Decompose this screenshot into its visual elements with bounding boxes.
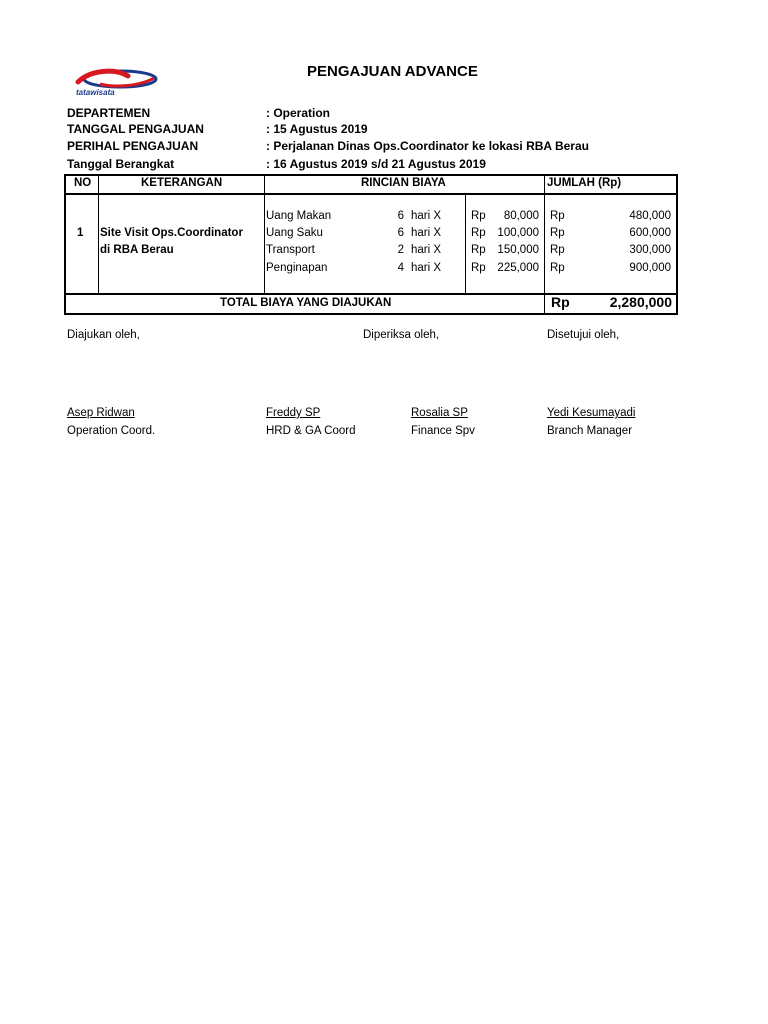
col-header-jumlah: JUMLAH (Rp) xyxy=(547,177,622,189)
signer-name: Freddy SP xyxy=(266,407,321,419)
item-amount: 300,000 xyxy=(629,244,671,256)
col-divider xyxy=(98,175,99,294)
item-amount-currency: Rp xyxy=(550,244,565,256)
row-description-line1: Site Visit Ops.Coordinator xyxy=(100,227,243,239)
perihal-label: PERIHAL PENGAJUAN xyxy=(67,139,199,153)
item-amount: 900,000 xyxy=(629,262,671,274)
logo-swoosh-icon xyxy=(70,68,162,98)
col-divider xyxy=(544,175,545,314)
item-amount-currency: Rp xyxy=(550,262,565,274)
signer-name: Yedi Kesumayadi xyxy=(547,407,636,419)
item-price: 100,000 xyxy=(497,227,539,239)
item-amount: 600,000 xyxy=(629,227,671,239)
col-divider xyxy=(465,195,466,294)
total-label: TOTAL BIAYA YANG DIAJUKAN xyxy=(220,297,392,309)
total-currency: Rp xyxy=(551,294,570,310)
page-title: PENGAJUAN ADVANCE xyxy=(307,63,478,80)
item-unit: hari X xyxy=(411,262,442,274)
item-currency: Rp xyxy=(471,262,486,274)
item-name: Uang Makan xyxy=(266,210,332,222)
item-unit: hari X xyxy=(411,210,442,222)
perihal-value: : Perjalanan Dinas Ops.Coordinator ke lokasi RBA Berau xyxy=(266,139,589,153)
item-currency: Rp xyxy=(471,210,486,222)
item-amount-currency: Rp xyxy=(550,227,565,239)
company-logo xyxy=(70,68,162,98)
col-header-rincian: RINCIAN BIAYA xyxy=(361,177,446,189)
item-currency: Rp xyxy=(471,244,486,256)
item-amount: 480,000 xyxy=(629,210,671,222)
item-qty: 6 xyxy=(397,227,404,239)
item-qty: 4 xyxy=(397,262,404,274)
signer-name: Asep Ridwan xyxy=(67,407,135,419)
tanggal-pengajuan-value: : 15 Agustus 2019 xyxy=(266,122,368,136)
item-name: Penginapan xyxy=(266,262,328,274)
signer-role: Branch Manager xyxy=(547,425,633,437)
col-divider xyxy=(264,175,265,294)
item-qty: 6 xyxy=(397,210,404,222)
signer-role: Finance Spv xyxy=(411,425,475,437)
signer-role: Operation Coord. xyxy=(67,425,156,437)
item-unit: hari X xyxy=(411,227,442,239)
signer-role: HRD & GA Coord xyxy=(266,425,356,437)
col-header-keterangan: KETERANGAN xyxy=(141,177,223,189)
row-description-line2: di RBA Berau xyxy=(100,244,174,256)
item-currency: Rp xyxy=(471,227,486,239)
item-price: 150,000 xyxy=(497,244,539,256)
col-header-no: NO xyxy=(74,177,92,189)
item-price: 225,000 xyxy=(497,262,539,274)
row-number: 1 xyxy=(77,227,84,239)
item-name: Transport xyxy=(266,244,315,256)
departemen-value: : Operation xyxy=(266,106,331,120)
diperiksa-label: Diperiksa oleh, xyxy=(363,329,440,341)
table-header-divider xyxy=(65,193,677,195)
diajukan-label: Diajukan oleh, xyxy=(67,329,140,341)
disetujui-label: Disetujui oleh, xyxy=(547,329,620,341)
item-amount-currency: Rp xyxy=(550,210,565,222)
tanggal-berangkat-value: : 16 Agustus 2019 s/d 21 Agustus 2019 xyxy=(266,157,486,171)
tanggal-pengajuan-label: TANGGAL PENGAJUAN xyxy=(67,122,204,136)
item-price: 80,000 xyxy=(503,210,539,222)
item-qty: 2 xyxy=(397,244,404,256)
departemen-label: DEPARTEMEN xyxy=(67,106,151,120)
table-total-divider xyxy=(65,293,677,295)
item-name: Uang Saku xyxy=(266,227,323,239)
item-unit: hari X xyxy=(411,244,442,256)
signer-name: Rosalia SP xyxy=(411,407,468,419)
tanggal-berangkat-label: Tanggal Berangkat xyxy=(67,157,175,171)
total-amount: 2,280,000 xyxy=(609,294,672,310)
svg-text:tatawisata: tatawisata xyxy=(76,88,115,97)
